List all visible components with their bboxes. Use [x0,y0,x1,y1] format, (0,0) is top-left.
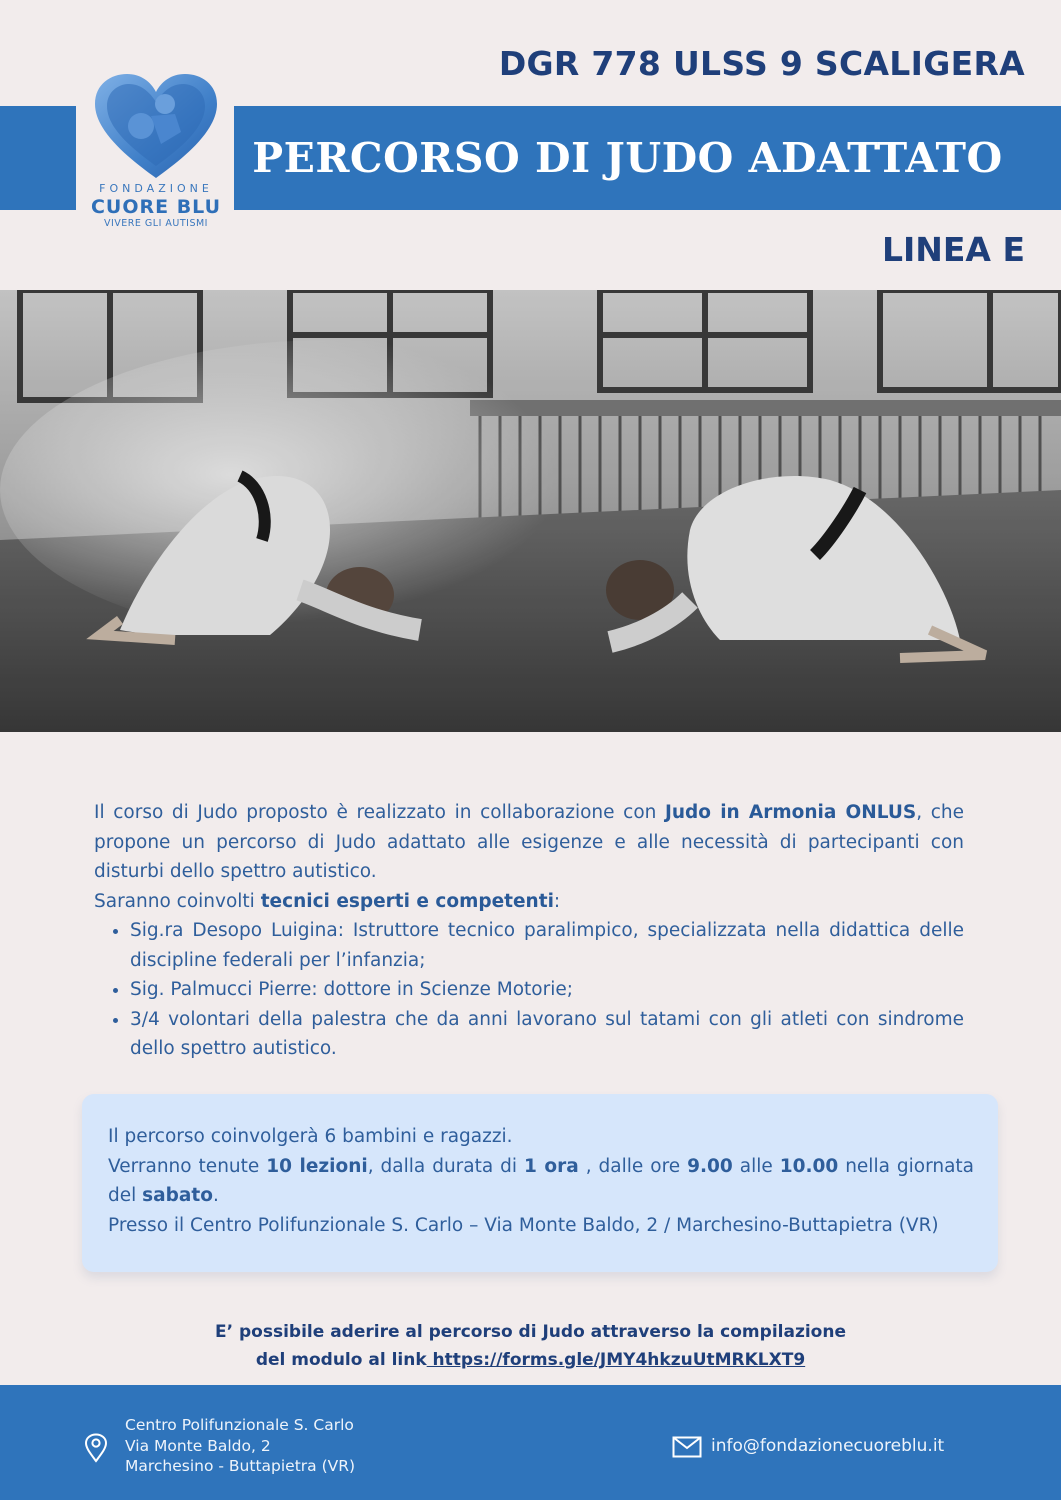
judo-bow-illustration [0,290,1061,732]
involved-emphasis: tecnici esperti e competenti [260,890,554,912]
lessons-count: 10 lezioni [266,1155,368,1177]
logo-text-tagline: VIVERE GLI AUTISMI [104,218,208,229]
schedule-text: . [212,1185,219,1206]
heart-logo-icon [91,70,221,182]
judo-photo [0,290,1061,732]
participants-line: Il percorso coinvolgerà 6 bambini e ragazzi. [108,1126,513,1147]
cta-line-2 [0,1346,1061,1374]
location-line: Presso il Centro Polifunzionale S. Carlo – Via Monte Baldo, 2 / Marchesino-Buttapietra (VR) [108,1214,939,1236]
schedule-text: Verranno tenute [108,1155,267,1177]
location-pin-icon [84,1433,108,1463]
course-details-text [108,1122,974,1240]
logo-text-fondazione: FONDAZIONE [99,182,213,195]
list-item: • Sig. Palmucci Pierre: dottore in Scienze Motorie; [130,975,964,1005]
fondazione-logo [86,70,226,240]
involved-colon: : [553,890,561,912]
address-line: Marchesino - Buttapietra (VR) [125,1457,356,1475]
footer-address [125,1415,355,1477]
end-time: 10.00 [779,1155,839,1177]
schedule-line [108,1152,974,1211]
lesson-duration: 1 ora [524,1155,579,1177]
schedule-text: nella giornata del [108,1155,975,1206]
footer-email[interactable]: info@fondazionecuoreblu.it [711,1436,945,1456]
schedule-text: , dalla durata di [367,1155,525,1177]
dgr-heading: DGR 778 ULSS 9 SCALIGERA [498,44,1025,83]
address-line: Centro Polifunzionale S. Carlo [125,1416,354,1434]
list-item: • Sig.ra Desopo Luigina: Istruttore tecnico paralimpico, specializzata nella didattica delle discipline federali per l’infanzia; [130,916,964,975]
course-description [94,798,964,1064]
signup-form-link[interactable]: https://forms.gle/JMY4hkzuUtMRKLXT9 [426,1350,806,1370]
cta-text: del modulo al link [255,1350,427,1370]
linea-heading: LINEA E [881,230,1025,269]
start-time: 9.00 [687,1155,733,1177]
header-accent-bar [0,106,76,210]
page-title: PERCORSO DI JUDO ADATTATO [252,134,1003,182]
list-item: • 3/4 volontari della palestra che da anni lavorano sul tatami con gli atleti con sindrome dello spettro autistico. [130,1005,964,1064]
schedule-text: , dalle ore [578,1155,688,1177]
intro-paragraph [94,798,964,887]
address-line: Via Monte Baldo, 2 [125,1436,271,1455]
course-details-box [82,1094,998,1272]
staff-list [94,916,964,1064]
mail-icon [672,1436,702,1458]
involved-text: Saranno coinvolti [94,890,261,912]
intro-text: Il corso di Judo proposto è realizzato in collaborazione con [94,802,665,823]
signup-call-to-action [0,1318,1061,1374]
footer [0,1385,1061,1500]
intro-text-end: , che propone un percorso di Judo adattato alle esigenze e alle necessità di partecipanti con disturbi dello spettro autistico. [94,802,964,882]
weekday: sabato [142,1185,213,1206]
partner-name: Judo in Armonia ONLUS [665,802,917,823]
involved-paragraph [94,887,964,917]
schedule-text: alle [732,1155,780,1177]
title-banner [234,106,1061,210]
logo-text-cuore-blu: CUORE BLU [90,196,222,218]
cta-line-1: E’ possibile aderire al percorso di Judo attraverso la compilazione [215,1322,846,1342]
